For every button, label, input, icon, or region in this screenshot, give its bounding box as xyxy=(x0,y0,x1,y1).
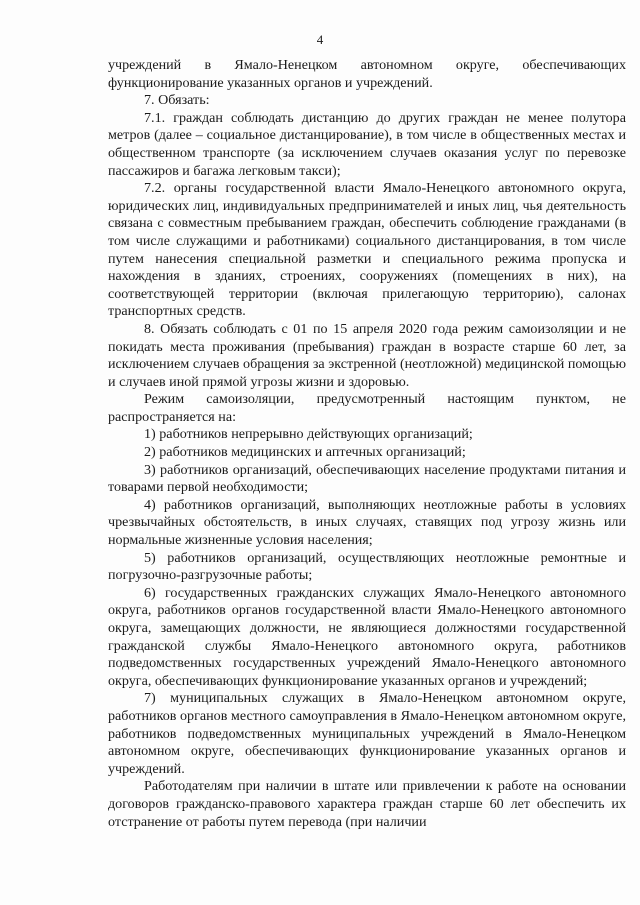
paragraph-clause-7: 7. Обязать: xyxy=(144,92,210,109)
paragraph-clause-8: 8. Обязать соблюдать с 01 по 15 апреля 2020 года режим самоизоляции и не покидать места проживания (пребывания) граждан в возрасте старше 60 лет, за исключением случаев обращения за экстренной (неотложной) медицинской помощью и случаев иной прямой угрозы жизни и здоровью. xyxy=(108,320,626,390)
list-item-7: 7) муниципальных служащих в Ямало-Ненецком автономном округе, работников органов местного самоуправления в Ямало-Ненецком автономном округе, работников подведомственных муниципальных учреждений в Ямало-Ненецком автономном округе, обеспечивающих функционирование указанных органов и учреждений. xyxy=(108,690,626,777)
paragraph-exceptions-intro: Режим самоизоляции, предусмотренный настоящим пунктом, не распространяется на: xyxy=(108,391,626,425)
list-item-3: 3) работников организаций, обеспечивающих население продуктами питания и товарами первой необходимости; xyxy=(108,461,626,496)
document-body xyxy=(108,57,626,831)
list-item-2: 2) работников медицинских и аптечных организаций; xyxy=(144,444,466,461)
list-item-4: 4) работников организаций, выполняющих неотложные работы в условиях чрезвычайных обстоятельств, в иных случаях, ставящих под угрозу жизнь или нормальные жизненные условия населения; xyxy=(108,496,626,549)
page-number: 4 xyxy=(316,32,324,47)
paragraph-clause-7-1: 7.1. граждан соблюдать дистанцию до других граждан не менее полутора метров (далее – социальное дистанцирование), в том числе в общественных местах и общественном транспорте (за исключением случаев оказания услуг по перевозке пассажиров и багажа легковым такси); xyxy=(108,109,626,179)
list-item-6: 6) государственных гражданских служащих Ямало-Ненецкого автономного округа, работников органов государственной власти Ямало-Ненецкого автономного округа, замещающих должности, не являющиеся должностями государственной гражданской службы Ямало-Ненецкого автономного округа, работников подведомственных государственных учреждений Ямало-Ненецкого автономного округа, обеспечивающих функционирование указанных органов и учреждений; xyxy=(108,584,626,689)
paragraph-clause-7-2: 7.2. органы государственной власти Ямало-Ненецкого автономного округа, юридических лиц, индивидуальных предпринимателей и иных лиц, чья деятельность связана с совместным пребыванием граждан, обеспечить соблюдение гражданами (в том числе служащими и работниками) социального дистанцирования, в том числе путем нанесения специальной разметки и специального режима пропуска и нахождения в зданиях, строениях, сооружениях (помещениях в них), на соответствующей территории (включая прилегающую территорию), салонах транспортных средств. xyxy=(108,180,626,320)
list-item-5: 5) работников организаций, осуществляющих неотложные ремонтные и погрузочно-разгрузочные работы; xyxy=(108,549,626,584)
list-item-1: 1) работников непрерывно действующих организаций; xyxy=(144,426,473,443)
paragraph-continuation: учреждений в Ямало-Ненецком автономном округе, обеспечивающих функционирование указанных органов и учреждений. xyxy=(108,57,626,91)
paragraph-employers: Работодателям при наличии в штате или привлечении к работе на основании договоров гражданско-правового характера граждан старше 60 лет обеспечить их отстранение от работы путем перевода (при наличии xyxy=(108,778,626,830)
